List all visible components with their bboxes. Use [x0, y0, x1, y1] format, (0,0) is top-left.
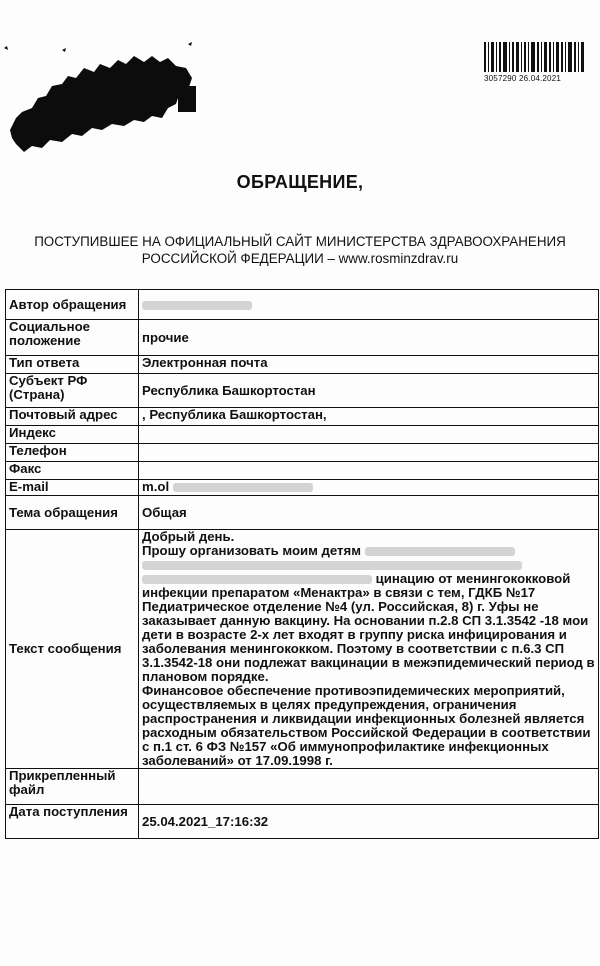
answer-type-value: Электронная почта [139, 356, 599, 374]
appeal-form-table [5, 289, 599, 839]
message-body [139, 530, 599, 769]
postal-label: Почтовый адрес [6, 408, 139, 426]
row-message [6, 530, 599, 769]
russia-map-logo [2, 38, 202, 160]
subtitle-line-1: ПОСТУПИВШЕЕ НА ОФИЦИАЛЬНЫЙ САЙТ МИНИСТЕРСТВА ЗДРАВООХРАНЕНИЯ [34, 234, 566, 249]
message-label: Текст сообщения [6, 530, 139, 769]
row-subject [6, 374, 599, 408]
index-value [139, 426, 599, 444]
row-author [6, 290, 599, 320]
row-index [6, 426, 599, 444]
fax-label: Факс [6, 462, 139, 480]
page-title: ОБРАЩЕНИЕ, [236, 172, 364, 192]
subtitle-line-2: РОССИЙСКОЙ ФЕДЕРАЦИИ – www.rosminzdrav.ru [141, 251, 459, 266]
subject-label: Субъект РФ (Страна) [6, 374, 139, 408]
redacted-mark [365, 547, 515, 556]
row-postal [6, 408, 599, 426]
attachment-value [139, 769, 599, 805]
barcode-caption: 3057290 26.04.2021 [484, 74, 562, 83]
row-attachment [6, 769, 599, 805]
subject-value: Республика Башкортостан [139, 374, 599, 408]
redacted-mark [173, 483, 313, 492]
page-subtitle [0, 233, 600, 267]
phone-value [139, 444, 599, 462]
row-received [6, 805, 599, 839]
attachment-label: Прикрепленный файл [6, 769, 139, 805]
row-email [6, 480, 599, 496]
postal-value: , Республика Башкортостан, [139, 408, 599, 426]
received-label: Дата поступления [6, 805, 139, 839]
fax-value [139, 462, 599, 480]
topic-label: Тема обращения [6, 496, 139, 530]
social-label: Социальное положение [6, 320, 139, 356]
received-value: 25.04.2021_17:16:32 [139, 805, 599, 839]
phone-label: Телефон [6, 444, 139, 462]
email-label: E-mail [6, 480, 139, 496]
topic-value: Общая [139, 496, 599, 530]
author-label: Автор обращения [6, 290, 139, 320]
barcode [484, 42, 584, 72]
row-topic [6, 496, 599, 530]
answer-type-label: Тип ответа [6, 356, 139, 374]
row-social [6, 320, 599, 356]
message-paragraph-2: Финансовое обеспечение противоэпидемических мероприятий, осуществляемых в целях предупреждения, ограничения распространения и ликвидации инфекционных болезней является расходным обязательством Российской Федерации в соответствии с п.1 ст. 6 ФЗ №157 «Об иммунопрофилактике инфекционных заболеваний» от 17.09.1998 г. [142, 683, 591, 768]
social-value: прочие [139, 320, 599, 356]
index-label: Индекс [6, 426, 139, 444]
message-paragraph-1: Прошу организовать моим детям цинацию от менингококковой инфекции препаратом «Менактра» в связи с тем, ГДКБ №17 Педиатрическое отделение №4 (ул. Российская, 8) г. Уфы не заказывает данную вакцину. На основании п.2.8 СП 3.1.3542 -18 мои дети в возрасте 2-х лет входят в группу риска инфицирования и заболевания менингококком. Поэтому в соответствии с п.6.3 СП 3.1.3542-18 они подлежат вакцинации в межэпидемический период в плановом порядке. [142, 543, 595, 684]
row-phone [6, 444, 599, 462]
message-greeting: Добрый день. [142, 529, 235, 544]
author-value [139, 290, 599, 320]
row-answer-type [6, 356, 599, 374]
email-value: m.ol [139, 480, 599, 496]
redacted-mark [142, 301, 252, 310]
row-fax [6, 462, 599, 480]
redacted-mark [142, 561, 522, 570]
redacted-mark [142, 575, 372, 584]
